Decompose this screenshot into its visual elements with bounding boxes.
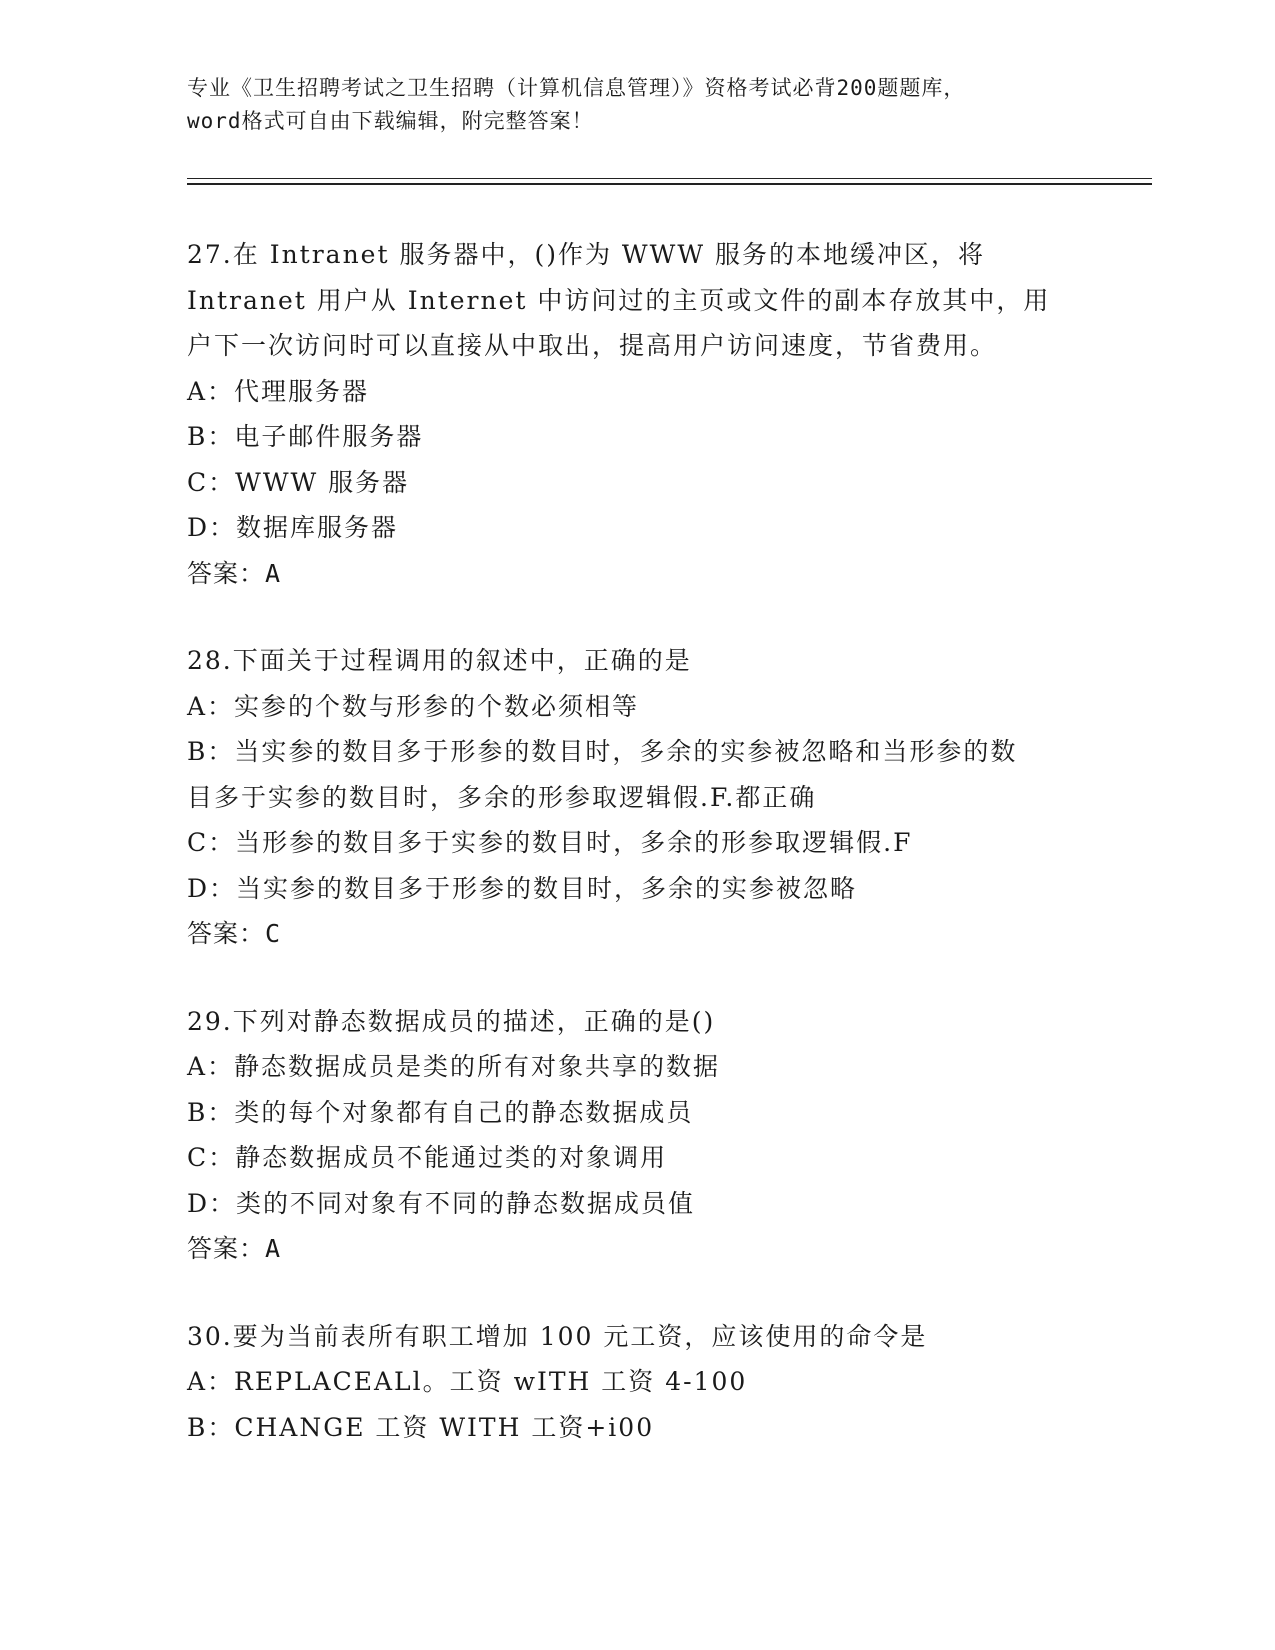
option-line: C：当形参的数目多于实参的数目时，多余的形参取逻辑假.F (187, 828, 913, 857)
answer-value: A (265, 558, 282, 588)
answer-value: C (265, 919, 282, 948)
option-line: B：电子邮件服务器 (187, 422, 424, 451)
option-line: 目多于实参的数目时，多余的形参取逻辑假.F.都正确 (187, 782, 817, 812)
option-line: A：实参的个数与形参的个数必须相等 (187, 691, 640, 721)
question-block (187, 999, 1087, 1272)
answer-line (187, 911, 1087, 957)
option-line: A：REPLACEALl。工资 wITH 工资 4-100 (187, 1367, 748, 1396)
option-line: B：类的每个对象都有自己的静态数据成员 (187, 1097, 694, 1127)
question-stem-line: 28.下面关于过程调用的叙述中，正确的是 (187, 646, 692, 675)
answer-value: A (265, 1234, 282, 1263)
document-header (187, 72, 1087, 138)
option-line: B：当实参的数目多于形参的数目时，多余的实参被忽略和当形参的数 (187, 737, 1018, 766)
header-divider-top (187, 178, 1152, 179)
option-line: B：CHANGE 工资 WITH 工资+i00 (187, 1412, 655, 1442)
answer-prefix: 答案： (187, 558, 266, 588)
option-line: D：类的不同对象有不同的静态数据成员值 (187, 1188, 696, 1218)
answer-prefix: 答案： (187, 919, 266, 948)
answer-line (187, 551, 1087, 597)
answer-prefix: 答案： (187, 1234, 266, 1263)
option-line: D：数据库服务器 (187, 513, 399, 542)
option-line: D：当实参的数目多于形参的数目时，多余的实参被忽略 (187, 873, 858, 903)
question-stem-line: 户下一次访问时可以直接从中取出，提高用户访问速度，节省费用。 (187, 331, 998, 360)
answer-line (187, 1226, 1087, 1272)
header-line-2: word格式可自由下载编辑，附完整答案！ (187, 109, 594, 133)
question-block (187, 638, 1087, 957)
question-stem-line: 29.下列对静态数据成员的描述，正确的是() (187, 1006, 716, 1036)
option-line: C：WWW 服务器 (187, 467, 410, 497)
option-line: A：静态数据成员是类的所有对象共享的数据 (187, 1052, 721, 1081)
question-block (187, 232, 1087, 596)
question-block (187, 1314, 1087, 1451)
question-stem-line: Intranet 用户从 Internet 中访问过的主页或文件的副本存放其中，用 (187, 285, 1051, 315)
question-list (187, 232, 1087, 1492)
question-stem-line: 30.要为当前表所有职工增加 100 元工资，应该使用的命令是 (187, 1321, 928, 1351)
header-divider-bottom (187, 183, 1152, 185)
option-line: A：代理服务器 (187, 376, 370, 406)
option-line: C：静态数据成员不能通过类的对象调用 (187, 1143, 668, 1172)
header-line-1: 专业《卫生招聘考试之卫生招聘（计算机信息管理）》资格考试必背200题题库， (187, 76, 966, 100)
question-stem-line: 27.在 Intranet 服务器中，()作为 WWW 服务的本地缓冲区，将 (187, 240, 985, 269)
